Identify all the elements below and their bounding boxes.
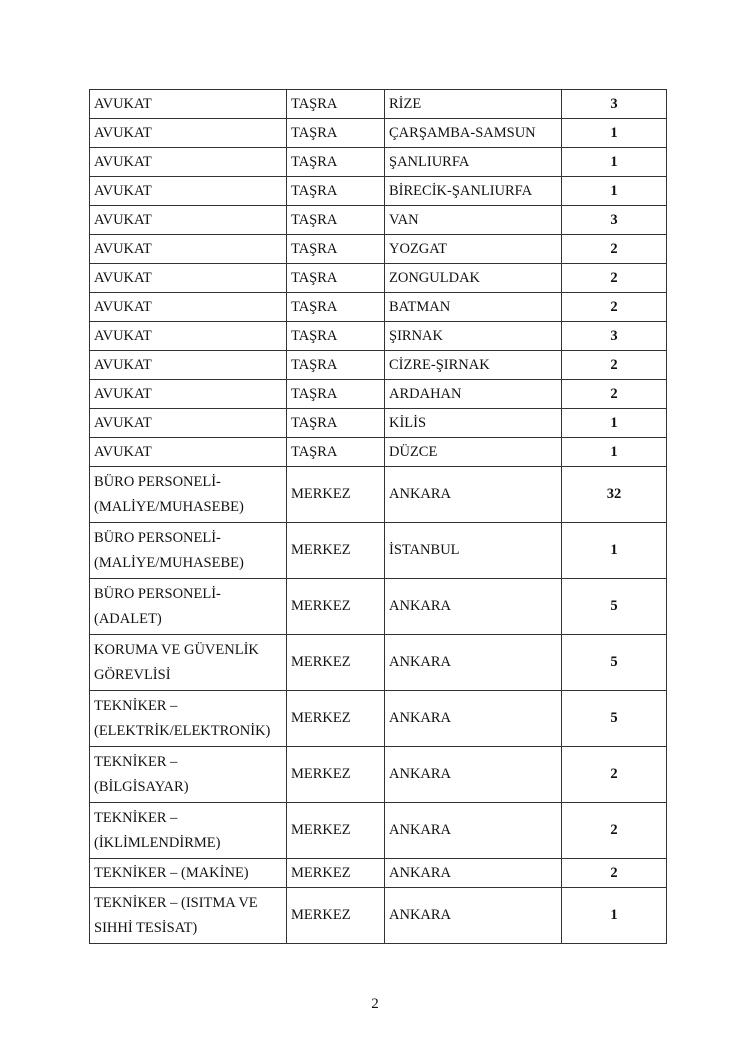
count-cell: 1 <box>562 119 667 148</box>
position-line: AVUKAT <box>94 356 152 373</box>
table-row <box>90 523 667 579</box>
unit-cell: TAŞRA <box>287 177 385 206</box>
position-line: GÖREVLİSİ <box>94 666 171 683</box>
unit-cell: MERKEZ <box>287 523 385 579</box>
count-cell: 5 <box>562 691 667 747</box>
count-cell: 1 <box>562 888 667 944</box>
position-cell <box>90 380 287 409</box>
city-cell: KİLİS <box>385 409 562 438</box>
table-row <box>90 691 667 747</box>
position-cell <box>90 177 287 206</box>
count-cell: 32 <box>562 467 667 523</box>
table-row <box>90 579 667 635</box>
count-cell: 2 <box>562 264 667 293</box>
table-row <box>90 206 667 235</box>
position-cell <box>90 523 287 579</box>
count-cell: 2 <box>562 380 667 409</box>
unit-cell: TAŞRA <box>287 206 385 235</box>
unit-cell: MERKEZ <box>287 859 385 888</box>
position-line: TEKNİKER – <box>94 753 178 770</box>
position-cell <box>90 293 287 322</box>
position-line: (İKLİMLENDİRME) <box>94 834 221 851</box>
city-cell: YOZGAT <box>385 235 562 264</box>
position-line: AVUKAT <box>94 182 152 199</box>
city-cell: BİRECİK-ŞANLIURFA <box>385 177 562 206</box>
position-cell <box>90 119 287 148</box>
table-row <box>90 409 667 438</box>
city-cell: CİZRE-ŞIRNAK <box>385 351 562 380</box>
unit-cell: TAŞRA <box>287 264 385 293</box>
position-cell <box>90 90 287 119</box>
position-line: (ADALET) <box>94 610 162 627</box>
table-body <box>90 90 667 944</box>
city-cell: ANKARA <box>385 859 562 888</box>
position-line: AVUKAT <box>94 327 152 344</box>
position-line: (ELEKTRİK/ELEKTRONİK) <box>94 722 271 739</box>
position-line: TEKNİKER – <box>94 697 178 714</box>
count-cell: 1 <box>562 177 667 206</box>
position-line: AVUKAT <box>94 443 152 460</box>
city-cell: BATMAN <box>385 293 562 322</box>
position-cell <box>90 803 287 859</box>
city-cell: ARDAHAN <box>385 380 562 409</box>
unit-cell: MERKEZ <box>287 579 385 635</box>
table-row <box>90 380 667 409</box>
count-cell: 3 <box>562 322 667 351</box>
table-row <box>90 293 667 322</box>
city-cell: VAN <box>385 206 562 235</box>
position-cell <box>90 264 287 293</box>
position-line: AVUKAT <box>94 385 152 402</box>
table-row <box>90 148 667 177</box>
city-cell: ANKARA <box>385 467 562 523</box>
count-cell: 2 <box>562 235 667 264</box>
city-cell: DÜZCE <box>385 438 562 467</box>
position-line: TEKNİKER – <box>94 809 178 826</box>
position-cell <box>90 467 287 523</box>
city-cell: ANKARA <box>385 747 562 803</box>
position-cell <box>90 691 287 747</box>
unit-cell: MERKEZ <box>287 803 385 859</box>
table-row <box>90 177 667 206</box>
position-line: (MALİYE/MUHASEBE) <box>94 554 244 571</box>
count-cell: 2 <box>562 351 667 380</box>
position-line: (BİLGİSAYAR) <box>94 778 189 795</box>
city-cell: ANKARA <box>385 579 562 635</box>
position-line: BÜRO PERSONELİ- <box>94 473 221 490</box>
position-line: AVUKAT <box>94 298 152 315</box>
unit-cell: TAŞRA <box>287 90 385 119</box>
count-cell: 5 <box>562 579 667 635</box>
position-line: BÜRO PERSONELİ- <box>94 585 221 602</box>
count-cell: 2 <box>562 803 667 859</box>
city-cell: ANKARA <box>385 635 562 691</box>
city-cell: ŞIRNAK <box>385 322 562 351</box>
table-row <box>90 438 667 467</box>
unit-cell: TAŞRA <box>287 119 385 148</box>
position-cell <box>90 322 287 351</box>
position-cell <box>90 351 287 380</box>
count-cell: 5 <box>562 635 667 691</box>
unit-cell: TAŞRA <box>287 235 385 264</box>
position-cell <box>90 747 287 803</box>
position-cell <box>90 409 287 438</box>
position-line: BÜRO PERSONELİ- <box>94 529 221 546</box>
unit-cell: TAŞRA <box>287 351 385 380</box>
unit-cell: MERKEZ <box>287 467 385 523</box>
count-cell: 1 <box>562 148 667 177</box>
position-line: (MALİYE/MUHASEBE) <box>94 498 244 515</box>
position-table <box>89 89 667 944</box>
position-cell <box>90 635 287 691</box>
position-cell <box>90 235 287 264</box>
position-cell <box>90 859 287 888</box>
table-row <box>90 467 667 523</box>
table-row <box>90 264 667 293</box>
table-row <box>90 351 667 380</box>
city-cell: ANKARA <box>385 803 562 859</box>
position-cell <box>90 206 287 235</box>
count-cell: 3 <box>562 206 667 235</box>
table-row <box>90 888 667 944</box>
count-cell: 3 <box>562 90 667 119</box>
count-cell: 2 <box>562 293 667 322</box>
table-row <box>90 859 667 888</box>
unit-cell: MERKEZ <box>287 747 385 803</box>
city-cell: İSTANBUL <box>385 523 562 579</box>
city-cell: RİZE <box>385 90 562 119</box>
position-line: SIHHİ TESİSAT) <box>94 919 198 936</box>
count-cell: 1 <box>562 438 667 467</box>
position-line: AVUKAT <box>94 414 152 431</box>
city-cell: ANKARA <box>385 691 562 747</box>
city-cell: ZONGULDAK <box>385 264 562 293</box>
unit-cell: TAŞRA <box>287 409 385 438</box>
table-row <box>90 635 667 691</box>
position-line: AVUKAT <box>94 211 152 228</box>
unit-cell: TAŞRA <box>287 438 385 467</box>
count-cell: 2 <box>562 747 667 803</box>
position-line: KORUMA VE GÜVENLİK <box>94 641 259 658</box>
table-row <box>90 747 667 803</box>
city-cell: ÇARŞAMBA-SAMSUN <box>385 119 562 148</box>
city-cell: ANKARA <box>385 888 562 944</box>
position-line: TEKNİKER – (MAKİNE) <box>94 864 249 881</box>
city-cell: ŞANLIURFA <box>385 148 562 177</box>
position-line: TEKNİKER – (ISITMA VE <box>94 894 258 911</box>
position-line: AVUKAT <box>94 240 152 257</box>
count-cell: 1 <box>562 409 667 438</box>
table-row <box>90 90 667 119</box>
position-line: AVUKAT <box>94 124 152 141</box>
table-row <box>90 803 667 859</box>
position-line: AVUKAT <box>94 269 152 286</box>
position-line: AVUKAT <box>94 95 152 112</box>
count-cell: 2 <box>562 859 667 888</box>
unit-cell: MERKEZ <box>287 888 385 944</box>
unit-cell: TAŞRA <box>287 148 385 177</box>
count-cell: 1 <box>562 523 667 579</box>
unit-cell: TAŞRA <box>287 322 385 351</box>
table-row <box>90 322 667 351</box>
position-line: AVUKAT <box>94 153 152 170</box>
position-cell <box>90 888 287 944</box>
table-row <box>90 119 667 148</box>
unit-cell: TAŞRA <box>287 293 385 322</box>
position-cell <box>90 438 287 467</box>
unit-cell: MERKEZ <box>287 691 385 747</box>
position-cell <box>90 579 287 635</box>
position-cell <box>90 148 287 177</box>
page-number: 2 <box>371 996 379 1012</box>
table-row <box>90 235 667 264</box>
unit-cell: TAŞRA <box>287 380 385 409</box>
unit-cell: MERKEZ <box>287 635 385 691</box>
